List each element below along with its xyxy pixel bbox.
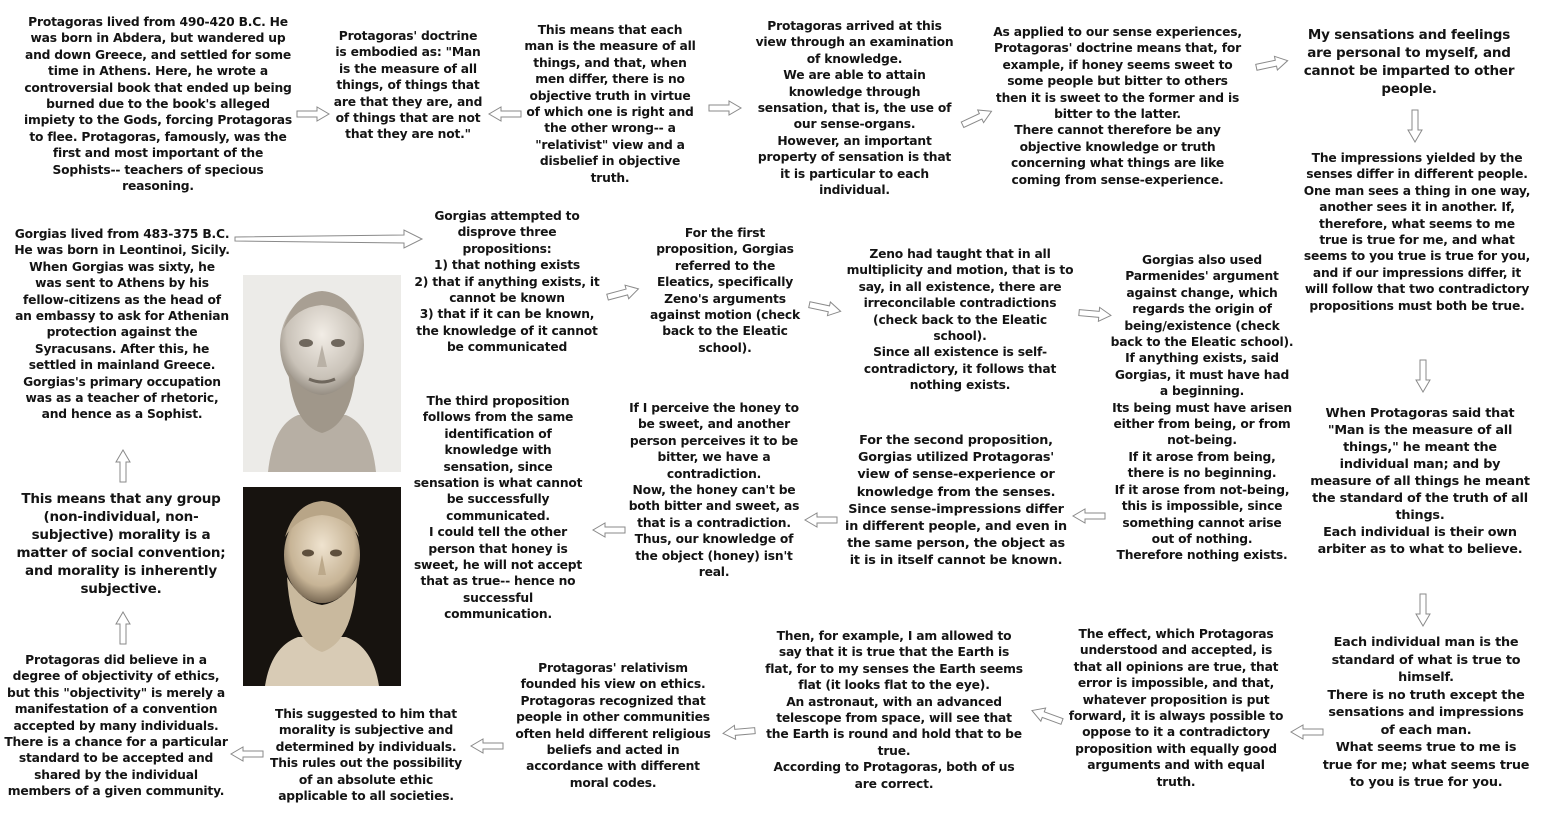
arrow-left-icon	[592, 522, 626, 538]
node-honey-contradiction	[628, 400, 800, 580]
node-text-line: Gorgias also used Parmenides' argument against change, which regards the origin of being/existence (check back to the Eleatic school).	[1110, 253, 1294, 350]
node-text-line: My sensations and feelings are personal to myself, and cannot be imparted to other people.	[1303, 27, 1515, 97]
node-parmenides-change	[1110, 252, 1294, 564]
node-morality-subjective	[266, 706, 466, 804]
arrow-right-icon	[605, 281, 642, 305]
node-each-man-measure	[522, 22, 698, 186]
node-text-line: Since sense-impressions differ in different people, and even in the same person, the object as it is in itself cannot be known.	[845, 501, 1067, 569]
node-honey-example	[990, 24, 1245, 188]
node-text-line: 1) that nothing exists	[433, 258, 581, 273]
node-text-line: Protagoras' doctrine is embodied as: "Man is the measure of all things, of things that are that they are, and of things that are not that they are not."	[333, 29, 483, 142]
node-text-line: Each individual man is the standard of what is true to himself.	[1331, 635, 1521, 685]
node-text-line: One man sees a thing in one way, another sees it in another. If, therefore, what seems to me true is true for me, and what seems to you true is true for you, and if our impressions differ, it will follow that two contradictory propositions must both be true.	[1303, 183, 1531, 313]
arrow-right-icon	[708, 100, 742, 116]
bust-photo-bottom	[243, 487, 401, 686]
node-text-line: The third proposition follows from the same identification of knowledge with sensation, since sensation is what cannot be successfully communicated.	[413, 394, 583, 523]
node-third-proposition	[413, 393, 583, 623]
node-gorgias-bio	[14, 226, 230, 423]
node-text-line: This means that any group (non-individual, non-subjective) morality is a matter of social convention; and morality is inherently subjective.	[16, 491, 226, 597]
node-text-line: If I perceive the honey to be sweet, and another person perceives it to be bitter, we have a contradiction.	[629, 401, 799, 481]
bust-photo-top	[243, 275, 401, 472]
bust-icon	[243, 275, 401, 472]
arrow-up-icon	[115, 449, 131, 483]
node-three-propositions	[414, 208, 600, 356]
arrow-right-icon	[807, 297, 844, 320]
node-text-line: Protagoras lived from 490-420 B.C. He was born in Abdera, but wandered up and down Greece, and settled for some time in Athens. Here, he wrote a controversial book that ended up being burned due to the book's alleged impiety to the Gods, forcing Protagoras to flee. Protagoras, famously, was the first and most important of the Sophists-- teachers of specious reasoning.	[23, 15, 293, 194]
node-text-line: Protagoras did believe in a degree of objectivity of ethics, but this "objectivity" is merely a manifestation of a convention accepted by many individuals.	[7, 653, 225, 733]
arrow-right-icon	[296, 106, 330, 122]
arrow-down-icon	[1415, 593, 1431, 627]
node-personal-sensations	[1298, 26, 1520, 98]
node-text-line: There is a chance for a particular standard to be accepted and shared by the individual members of a given community.	[4, 735, 228, 799]
node-all-opinions-true	[1066, 626, 1286, 790]
node-text-line: Thus, our knowledge of the object (honey) isn't real.	[634, 532, 794, 580]
arrow-right-icon	[1254, 53, 1291, 76]
node-text-line: The impressions yielded by the senses differ in different people.	[1306, 151, 1528, 182]
node-text-line: 2) that if anything exists, it cannot be known	[414, 274, 600, 306]
node-protagoras-doctrine	[333, 28, 483, 143]
node-text-line: Gorgias attempted to disprove three propositions:	[434, 209, 580, 256]
node-text-line: This rules out the possibility of an absolute ethic applicable to all societies.	[270, 756, 462, 804]
node-text-line: Zeno had taught that in all multiplicity and motion, that is to say, in all existence, there are irreconcilable contradictions (check back to the Eleatic school).	[846, 247, 1074, 344]
node-text-line: Protagoras recognized that people in other communities often held different religious beliefs and acted in accordance with different moral codes.	[515, 693, 711, 790]
node-text-line: For the first proposition, Gorgias referred to the Eleatics, specifically Zeno's arguments against motion (check back to the Eleatic school).	[650, 226, 800, 355]
arrow-left-icon	[1028, 703, 1065, 730]
node-text-line: I could tell the other person that honey is sweet, he will not accept that as true-- hence no successful communication.	[413, 525, 583, 622]
node-standard-of-truth	[1322, 634, 1530, 792]
arrow-left-icon	[804, 512, 838, 528]
arrow-left-icon	[1072, 508, 1106, 524]
node-text-line: What seems true to me is true for me; what seems true to you is true for you.	[1322, 740, 1530, 790]
arrow-right-long-icon	[234, 228, 424, 250]
node-text-line: When Protagoras said that "Man is the measure of all things," he meant the individual man; and by measure of all things he meant the standard of the truth of all things.	[1310, 406, 1530, 523]
node-text-line: Gorgias lived from 483-375 B.C. He was born in Leontinoi, Sicily. When Gorgias was sixty, he was sent to Athens by his fellow-citizens as the head of an embassy to ask for Athenian protection against the Syracusans. After this, he settled in mainland Greece. Gorgias's primary occupation was as a teacher of rhetoric, and hence as a Sophist.	[14, 227, 230, 422]
node-zeno-contradictions	[846, 246, 1074, 394]
arrow-down-icon	[1415, 359, 1431, 393]
node-text-line: There cannot therefore be any objective knowledge or truth concerning what things are like coming from sense-experience.	[1011, 123, 1224, 187]
node-individual-man	[1310, 405, 1530, 558]
node-text-line: Each individual is their own arbiter as to what to believe.	[1317, 525, 1523, 557]
node-text-line: Protagoras' relativism founded his view on ethics.	[520, 661, 706, 692]
node-protagoras-bio	[22, 14, 294, 194]
node-text-line: If it arose from not-being, this is impossible, since something cannot arise out of nothing.	[1114, 482, 1290, 546]
arrow-left-icon	[470, 738, 504, 754]
node-text-line: An astronaut, with an advanced telescope from space, will see that the Earth is round and hold that to be true.	[766, 694, 1022, 758]
node-text-line: If anything exists, said Gorgias, it must have had a beginning.	[1114, 351, 1290, 399]
node-text-line: According to Protagoras, both of us are correct.	[773, 760, 1015, 791]
node-text-line: For the second proposition, Gorgias utilized Protagoras' view of sense-experience or knowledge from the senses.	[856, 433, 1056, 500]
node-social-convention	[8, 490, 234, 598]
node-objectivity-convention	[4, 652, 228, 800]
node-text-line: Then, for example, I am allowed to say that it is true that the Earth is flat, for to my senses the Earth seems flat (it looks flat to the eye).	[765, 629, 1023, 693]
node-text-line: This means that each man is the measure of all things, and that, when men differ, there is no objective truth in virtue of which one is right and the other wrong-- a "relativist" view and a disbelief in objective truth.	[524, 23, 696, 185]
node-relativism-ethics	[510, 660, 716, 791]
node-text-line: There is no truth except the sensations and impressions of each man.	[1327, 687, 1525, 738]
arrow-down-icon	[1407, 109, 1423, 143]
node-text-line: 3) that if it can be known, the knowledge of it cannot be communicated	[416, 307, 598, 355]
node-text-line: However, an important property of sensation is that it is particular to each individual.	[757, 133, 952, 198]
arrow-left-icon	[721, 723, 756, 742]
node-first-proposition	[646, 225, 804, 356]
node-text-line: Protagoras arrived at this view through an examination of knowledge.	[755, 19, 954, 66]
node-text-line: Since all existence is self-contradictory, it follows that nothing exists.	[863, 345, 1057, 393]
arrow-right-icon	[1077, 305, 1112, 324]
arrow-left-icon	[488, 106, 522, 122]
node-text-line: The effect, which Protagoras understood and accepted, is that all opinions are true, that error is impossible, and that, whatever proposition is put forward, it is always possible to oppose to it a contradictory proposition with equally good arguments and with equal truth.	[1068, 627, 1284, 789]
bust-icon	[243, 487, 401, 686]
arrow-left-icon	[230, 746, 264, 762]
node-text-line: We are able to attain knowledge through sensation, that is, the use of our sense-organs.	[757, 68, 952, 132]
node-earth-flat-example	[765, 628, 1023, 792]
node-impressions-differ	[1303, 150, 1531, 314]
node-knowledge-sensation	[752, 18, 957, 198]
arrow-up-icon	[115, 611, 131, 645]
node-text-line: This suggested to him that morality is subjective and determined by individuals.	[275, 707, 457, 754]
node-text-line: As applied to our sense experiences, Protagoras' doctrine means that, for example, if honey seems sweet to some people but bitter to others then it is sweet to the former and is bitter to the latter.	[993, 25, 1242, 122]
arrow-left-icon	[1290, 724, 1324, 740]
node-text-line: If it arose from being, there is no beginning.	[1127, 449, 1277, 481]
node-text-line: Its being must have arisen either from being, or from not-being.	[1112, 400, 1292, 448]
node-text-line: Therefore nothing exists.	[1116, 548, 1288, 563]
node-text-line: Now, the honey can't be both bitter and sweet, as that is a contradiction.	[628, 483, 800, 530]
node-second-proposition	[845, 432, 1067, 570]
